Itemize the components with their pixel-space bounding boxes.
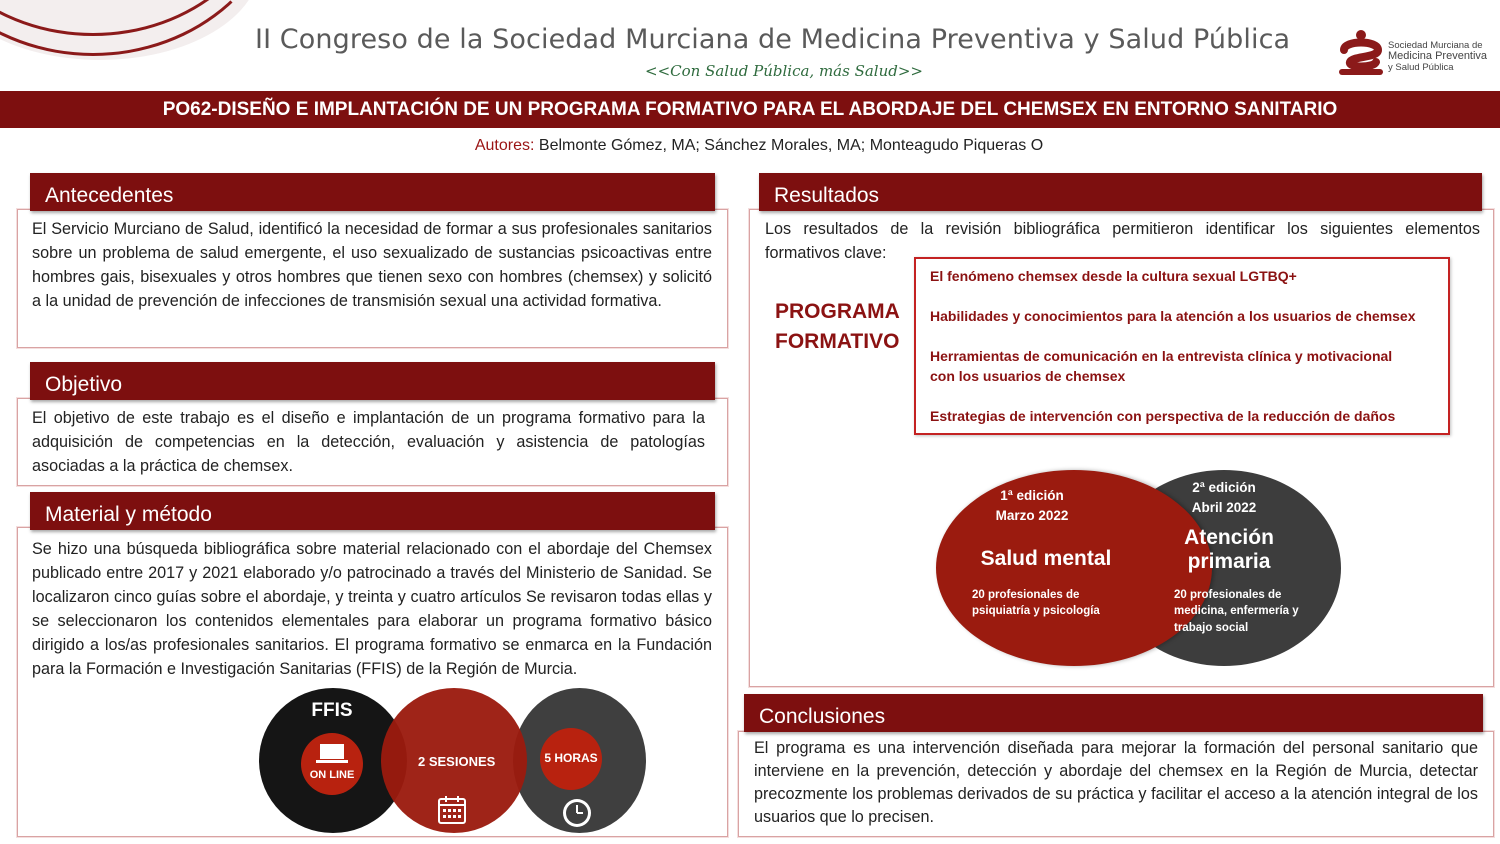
- edition-1-date: Marzo 2022: [995, 508, 1069, 523]
- edition-2-date: Abril 2022: [1191, 500, 1257, 515]
- clock-icon: [560, 796, 594, 830]
- edition-1-title: Salud mental: [980, 547, 1112, 570]
- society-logo-icon: [1338, 28, 1384, 78]
- calendar-icon: [436, 794, 468, 826]
- authors-names: Belmonte Gómez, MA; Sánchez Morales, MA; Monteagudo Piqueras O: [534, 137, 1044, 154]
- key-element-item: Habilidades y conocimientos para la atención a los usuarios de chemsex: [930, 308, 1416, 324]
- conclusiones-text: El programa es una intervención diseñada para mejorar la formación del personal sanitario que interviene en la prevención, detección y abordaje del chemsex en la Región de Murcia, detectar precozmente los problemas derivados de su práctica y facilitar el acceso a la atención integral de los usuarios que lo precisen.: [754, 739, 1478, 826]
- key-element-item: El fenómeno chemsex desde la cultura sexual LGTBQ+: [930, 268, 1297, 284]
- hours-label: 5 HORAS: [544, 751, 598, 765]
- antecedentes-heading: Antecedentes: [30, 173, 715, 211]
- sessions-label: 2 SESIONES: [418, 754, 496, 769]
- laptop-icon: [315, 742, 349, 766]
- antecedentes-text: El Servicio Murciano de Salud, identificó la necesidad de formar a sus profesionales sanitarios sobre un problema de salud emergente, el uso sexualizado de sustancias psicoactivas entre hombres gais, bisexuales y otros hombres que tienen sexo con hombres (chemsex) y solicitó a la unidad de prevención de infecciones de transmisión sexual una actividad formativa.: [32, 220, 712, 310]
- edition-2-desc: 20 profesionales de: [1174, 589, 1282, 601]
- key-element-item-continuation: con los usuarios de chemsex: [930, 368, 1126, 384]
- programa-formativo-label: PROGRAMA FORMATIVO: [775, 300, 900, 353]
- edition-2-title: primaria: [1187, 550, 1271, 573]
- edition-2-title: Atención: [1184, 526, 1274, 549]
- congress-title: II Congreso de la Sociedad Murciana de Medicina Preventiva y Salud Pública: [255, 24, 1291, 55]
- online-label: ON LINE: [309, 769, 355, 781]
- edition-1-number: 1ª edición: [1000, 488, 1064, 503]
- authors-label: Autores:: [474, 137, 535, 154]
- society-logo: [1338, 28, 1488, 78]
- poster-title-banner: PO62-DISEÑO E IMPLANTACIÓN DE UN PROGRAMA FORMATIVO PARA EL ABORDAJE DEL CHEMSEX EN ENTORNO SANITARIO: [0, 91, 1500, 128]
- edition-2-desc: trabajo social: [1174, 622, 1249, 634]
- edition-1-desc: psiquiatría y psicología: [972, 605, 1100, 617]
- conclusiones-heading: Conclusiones: [744, 694, 1483, 732]
- logo-text: Sociedad Murciana de Medicina Preventiva y Salud Pública: [1388, 40, 1488, 73]
- resultados-heading: Resultados: [759, 173, 1482, 211]
- resultados-text: Los resultados de la revisión bibliográfica permitieron identificar los siguientes elementos formativos clave:: [765, 220, 1480, 262]
- objetivo-text: El objetivo de este trabajo es el diseño e implantación de un programa formativo para la adquisición de competencias en la detección, evaluación y asistencia de patologías asociadas a la práctica de chemsex.: [32, 409, 705, 475]
- congress-slogan: <<Con Salud Pública, más Salud>>: [645, 62, 923, 80]
- metodo-heading: Material y método: [30, 492, 715, 530]
- edition-1-desc: 20 profesionales de: [972, 589, 1080, 601]
- edition-2-desc: medicina, enfermería y: [1174, 605, 1299, 617]
- objetivo-heading: Objetivo: [30, 362, 715, 400]
- authors-line: [0, 137, 1500, 155]
- edition-2-number: 2ª edición: [1192, 480, 1256, 495]
- ffis-label: FFIS: [311, 700, 353, 721]
- decorative-corner-shape: [0, 0, 260, 60]
- key-elements-list: [914, 257, 1450, 435]
- metodo-text: Se hizo una búsqueda bibliográfica sobre material relacionado con el abordaje del Chemsex publicado entre 2017 y 2021 elaborado y/o patrocinado a través del Ministerio de Sanidad. Se localizaron cinco guías sobre el abordaje, y treinta y cuatro artículos Se revisaron todas ellas y se seleccionaron los contenidos elementales para elaborar un programa formativo básico dirigido a los/as profesionales sanitarios. El programa formativo se enmarca en la Fundación para la Formación e Investigación Sanitarias (FFIS) de la Región de Murcia.: [32, 540, 712, 678]
- key-element-item: Herramientas de comunicación en la entrevista clínica y motivacional: [930, 348, 1393, 364]
- key-element-item: Estrategias de intervención con perspectiva de la reducción de daños: [930, 408, 1396, 424]
